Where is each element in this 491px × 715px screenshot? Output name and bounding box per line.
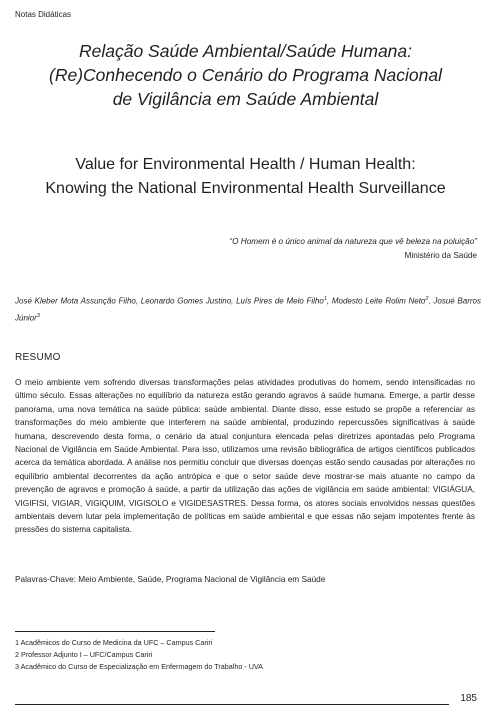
footnote: 1 Acadêmicos do Curso de Medicina da UFC – Campus Cariri bbox=[15, 638, 213, 647]
keywords-label: Palavras-Chave: bbox=[15, 575, 76, 584]
affiliation-marker: 1 bbox=[323, 296, 327, 302]
abstract-text: O meio ambiente vem sofrendo diversas transformações pelas atividades produtivas do homem, sendo intensificadas no último século. Essas alterações no equilíbrio da natureza estão gerando agravos à saúde humana. Emerge, a partir desse panorama, uma nova temática na saúde pública: saúde ambiental. Diante disso, esse estudo se propõe a referenciar as transformações do meio ambiente que interferem na saúde ambiental, produzindo repercussões significativas à saúde humana, descrevendo desta forma, o cenário da atual conjuntura elencada pelas diretrizes apontadas pelo Programa Nacional de Vigilância em Saúde Ambiental. Para isso, utilizamos uma revisão bibliográfica de artigos científicos publicados acerca da temática abordada. A análise nos permitiu concluir que diversas doenças estão sendo causadas por alterações no equilíbrio ambiental decorrentes da ação antrópica e que o setor saúde deve mostrar-se mais atuante no campo da prevenção de agravos e promoção à saúde, a partir da utilização das ações de vigilância em saúde ambiental: VIGIÁGUA, VIGIFISI, VIGIAR, VIGIQUIM, VIGISOLO e VIGIDESASTRES. Dessa forma, os atores sociais envolvidos nessas questões ambientais devem lutar pela implementação de políticas em saúde ambiental e que essas não sejam impotentes frente às pressões do sistema capitalista. bbox=[15, 378, 475, 535]
author-names: , Modesto Leite Rolim Neto bbox=[326, 296, 426, 306]
affiliation-marker: 3 bbox=[36, 312, 40, 319]
title-portuguese-line: de Vigilância em Saúde Ambiental bbox=[112, 89, 379, 109]
abstract-heading: RESUMO bbox=[15, 352, 61, 363]
footnote-divider bbox=[15, 631, 215, 632]
author-names: , Josué Barros Júnior bbox=[15, 296, 481, 323]
title-portuguese bbox=[0, 39, 491, 111]
section-label: Notas Didáticas bbox=[15, 10, 72, 19]
epigraph bbox=[229, 235, 477, 263]
page-bottom-rule bbox=[15, 704, 449, 705]
title-english bbox=[0, 153, 491, 201]
epigraph-quote: “O Homem é o único animal da natureza que vê beleza na poluição” bbox=[229, 237, 477, 246]
title-english-line: Value for Environmental Health / Human Health: bbox=[75, 156, 416, 173]
footnote: 3 Acadêmico do Curso de Especialização em Enfermagem do Trabalho - UVA bbox=[15, 662, 263, 672]
footnote: 2 Professor Adjunto I – UFC/Campus Cariri bbox=[15, 650, 153, 660]
footnotes bbox=[15, 637, 263, 674]
author-list bbox=[15, 292, 481, 325]
keywords-list: Meio Ambiente, Saúde, Programa Nacional de Vigilância em Saúde bbox=[76, 575, 326, 584]
keywords bbox=[15, 573, 475, 586]
title-portuguese-line: (Re)Conhecendo o Cenário do Programa Nacional bbox=[49, 65, 442, 85]
affiliation-marker: 2 bbox=[425, 296, 429, 302]
page-number: 185 bbox=[460, 693, 477, 704]
epigraph-attribution: Ministério da Saúde bbox=[404, 251, 477, 260]
title-portuguese-line: Relação Saúde Ambiental/Saúde Humana: bbox=[78, 41, 413, 61]
author-names: José Kleber Mota Assunção Filho, Leonardo Gomes Justino, Luís Pires de Melo Filho bbox=[15, 296, 324, 306]
title-english-line: Knowing the National Environmental Health Surveillance bbox=[45, 180, 446, 197]
